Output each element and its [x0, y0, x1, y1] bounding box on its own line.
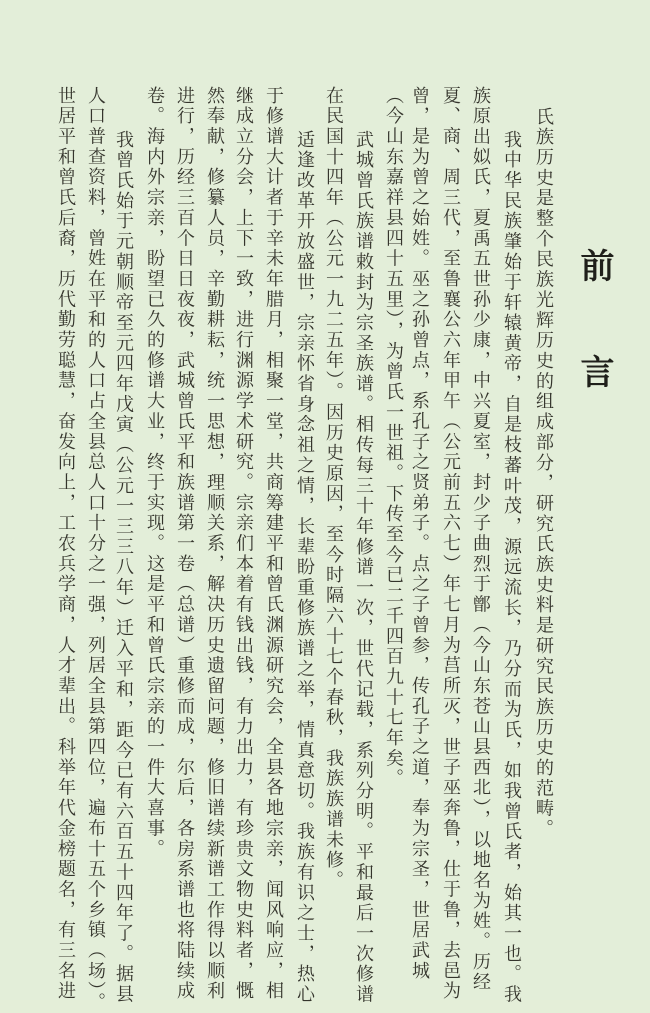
text-column-15: 我曾氏始于元朝顺帝至元四年戊寅（公元一三三八年）迁入平和，距今已有六百五十四年了。据县 [113, 130, 134, 1006]
text-column-16: 人口普查资料，曾姓在平和的人口占全县总人口十分之一强，列居全县第四位，遍布十五个乡镇（场）。 [85, 86, 106, 1013]
text-column-4: 夏、商、周三代，至鲁襄公六年甲午（公元前五六七）年七月为莒所灭，世子巫奔鲁，仕于鲁，去邑为 [440, 86, 461, 1002]
text-column-5: 曾，是为曾之始姓。巫之孙曾点，系孔子之贤弟子。点之子曾参，传孔子之道，奉为宗圣，世居武城 [409, 86, 430, 982]
text-column-9: 适逢改革开放盛世，宗亲怀省身念祖之情，长辈盼重修族谱之举，情真意切。我族有识之士，热心 [294, 130, 315, 1006]
page-title: 前 言 [574, 248, 614, 418]
text-column-3: 族原出姒氏，夏禹五世孙少康，中兴夏室，封少子曲烈于鄫（今山东苍山县西北），以地名为姓。历经 [470, 86, 491, 993]
text-column-17: 世居平和曾氏后裔，历代勤劳聪慧，奋发向上，工农兵学商，人才辈出。科举年代金榜题名，有三名进 [55, 86, 76, 1002]
text-column-2: 我中华民族肇始于轩辕黄帝，自是枝蕃叶茂，源远流长，乃分而为氏，如我曾氏者，始其一也。我 [501, 130, 522, 1006]
text-column-13: 进行，历经三百个日日夜夜，武城曾氏平和族谱第一卷（总谱）重修而成，尔后，各房系谱也将陆续成 [174, 86, 195, 1002]
text-column-10: 于修谱大计者于辛未年腊月，相聚一堂，共商筹建平和曾氏渊源研究会，全县各地宗亲，闻风响应，相 [263, 86, 284, 1002]
text-column-6: （今山东嘉祥县四十五里），为曾氏一世祖。下传至今已二千四百九十七年矣。 [383, 86, 404, 790]
text-column-14: 卷。海内外宗亲，盼望已久的修谱大业，终于实现。这是平和曾氏宗亲的一件大喜事。 [144, 86, 165, 860]
text-column-11: 继成立分会，上下一致，进行渊源学术研究。宗亲们本着有钱出钱，有力出力，有珍贵文物史料者，慨 [233, 86, 254, 1002]
text-column-7: 武城曾氏族谱敕封为宗圣族谱。相传每三十年修谱一次，世代记载，系列分明。平和最后一次修谱 [353, 130, 374, 1006]
text-column-8: 在民国十四年（公元一九二五年）。因历史原因，至今时隔六十七个春秋，我族族谱未修。 [323, 86, 344, 891]
text-column-1: 氏族历史是整个民族光辉历史的组成部分，研究氏族史料是研究民族历史的范畴。 [533, 107, 554, 840]
text-column-12: 然奉献，修纂人员，辛勤耕耘，统一思想，理顺关系，解决历史遗留问题，修旧谱续新谱工作得以顺利 [204, 86, 225, 1002]
